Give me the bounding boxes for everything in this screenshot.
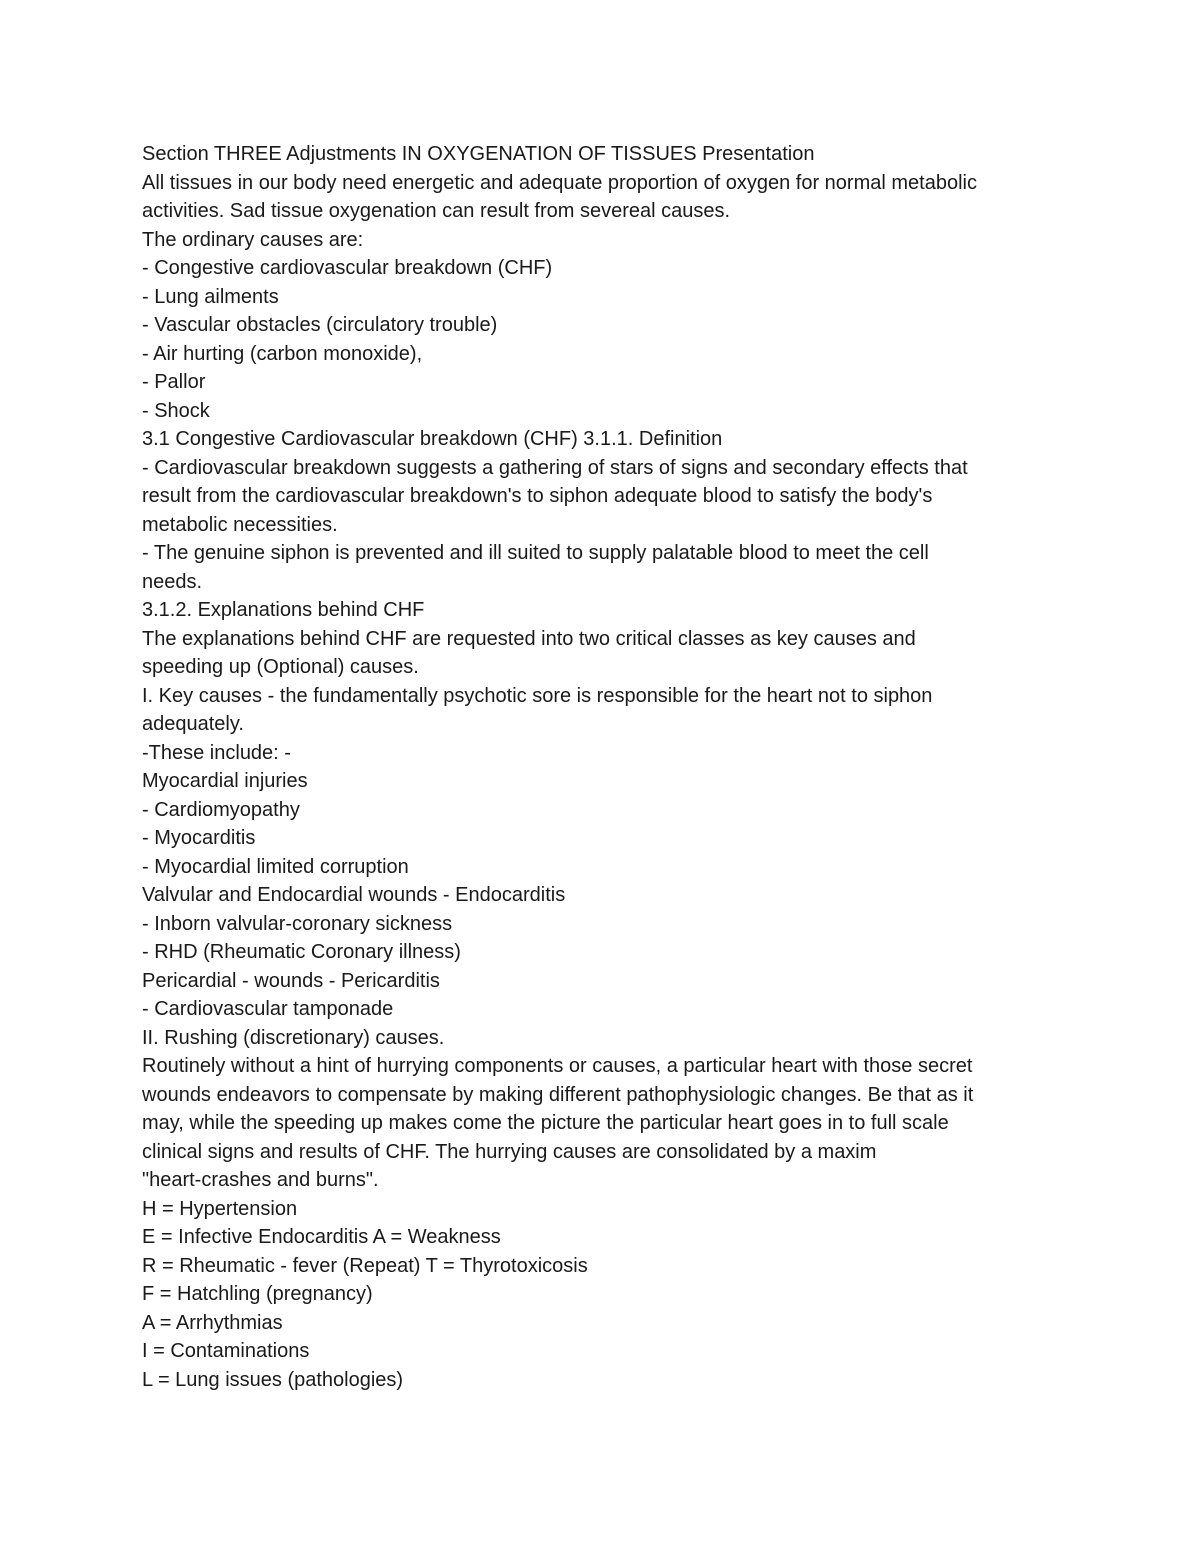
list-item: - Shock	[142, 399, 210, 422]
paragraph-line: wounds endeavors to compensate by making different pathophysiologic changes. Be that as it	[142, 1083, 974, 1106]
list-item: - Pallor	[142, 371, 206, 393]
paragraph-line: -These include: -	[142, 741, 291, 764]
list-item: - Vascular obstacles (circulatory trouble)	[142, 314, 498, 336]
mnemonic-item: L = Lung issues (pathologies)	[142, 1368, 404, 1391]
list-item: - Lung ailments	[142, 285, 279, 308]
mnemonic-item: I = Contaminations	[142, 1340, 310, 1362]
mnemonic-item: F = Hatchling (pregnancy)	[142, 1283, 373, 1305]
paragraph-line: I. Key causes - the fundamentally psychotic sore is responsible for the heart not to siphon	[142, 684, 933, 707]
list-item: - Cardiomyopathy	[142, 798, 300, 821]
paragraph-line: The ordinary causes are:	[142, 228, 364, 251]
paragraph-line: The explanations behind CHF are requested into two critical classes as key causes and	[142, 627, 916, 650]
paragraph-line: may, while the speeding up makes come the picture the particular heart goes in to full scale	[142, 1112, 949, 1134]
list-item: - RHD (Rheumatic Coronary illness)	[142, 941, 461, 963]
list-item: - Inborn valvular-coronary sickness	[142, 912, 453, 935]
subsection-heading: 3.1 Congestive Cardiovascular breakdown (CHF) 3.1.1. Definition	[142, 428, 723, 450]
category-heading: Valvular and Endocardial wounds - Endocarditis	[142, 884, 566, 906]
category-heading: Myocardial injuries	[142, 770, 308, 792]
paragraph-line: II. Rushing (discretionary) causes.	[142, 1026, 445, 1049]
paragraph-line: - The genuine siphon is prevented and ill suited to supply palatable blood to meet the cell	[142, 542, 929, 564]
mnemonic-item: R = Rheumatic - fever (Repeat) T = Thyrotoxicosis	[142, 1254, 588, 1277]
section-heading: Section THREE Adjustments IN OXYGENATION OF TISSUES Presentation	[142, 143, 815, 165]
document-page	[142, 140, 1062, 1394]
paragraph-line: - Cardiovascular breakdown suggests a gathering of stars of signs and secondary effects that	[142, 456, 968, 479]
paragraph-line: Routinely without a hint of hurrying components or causes, a particular heart with those secret	[142, 1055, 973, 1077]
mnemonic-item: E = Infective Endocarditis A = Weakness	[142, 1226, 501, 1248]
mnemonic-item: A = Arrhythmias	[142, 1311, 283, 1334]
paragraph-line: activities. Sad tissue oxygenation can result from severeal causes.	[142, 200, 731, 222]
category-heading: Pericardial - wounds - Pericarditis	[142, 969, 440, 992]
list-item: - Myocardial limited corruption	[142, 855, 409, 878]
paragraph-line: speeding up (Optional) causes.	[142, 656, 419, 678]
list-item: - Congestive cardiovascular breakdown (CHF)	[142, 257, 553, 279]
paragraph-line: clinical signs and results of CHF. The hurrying causes are consolidated by a maxim	[142, 1140, 877, 1163]
paragraph-line: "heart-crashes and burns".	[142, 1169, 379, 1191]
paragraph-line: adequately.	[142, 713, 244, 735]
paragraph-line: needs.	[142, 570, 203, 593]
list-item: - Cardiovascular tamponade	[142, 998, 394, 1020]
list-item: - Air hurting (carbon monoxide),	[142, 342, 423, 365]
list-item: - Myocarditis	[142, 827, 256, 849]
subsection-heading: 3.1.2. Explanations behind CHF	[142, 599, 425, 621]
paragraph-line: result from the cardiovascular breakdown's to siphon adequate blood to satisfy the body's	[142, 485, 933, 507]
paragraph-line: metabolic necessities.	[142, 513, 338, 536]
paragraph-line: All tissues in our body need energetic and adequate proportion of oxygen for normal metabolic	[142, 171, 977, 194]
mnemonic-item: H = Hypertension	[142, 1197, 298, 1220]
